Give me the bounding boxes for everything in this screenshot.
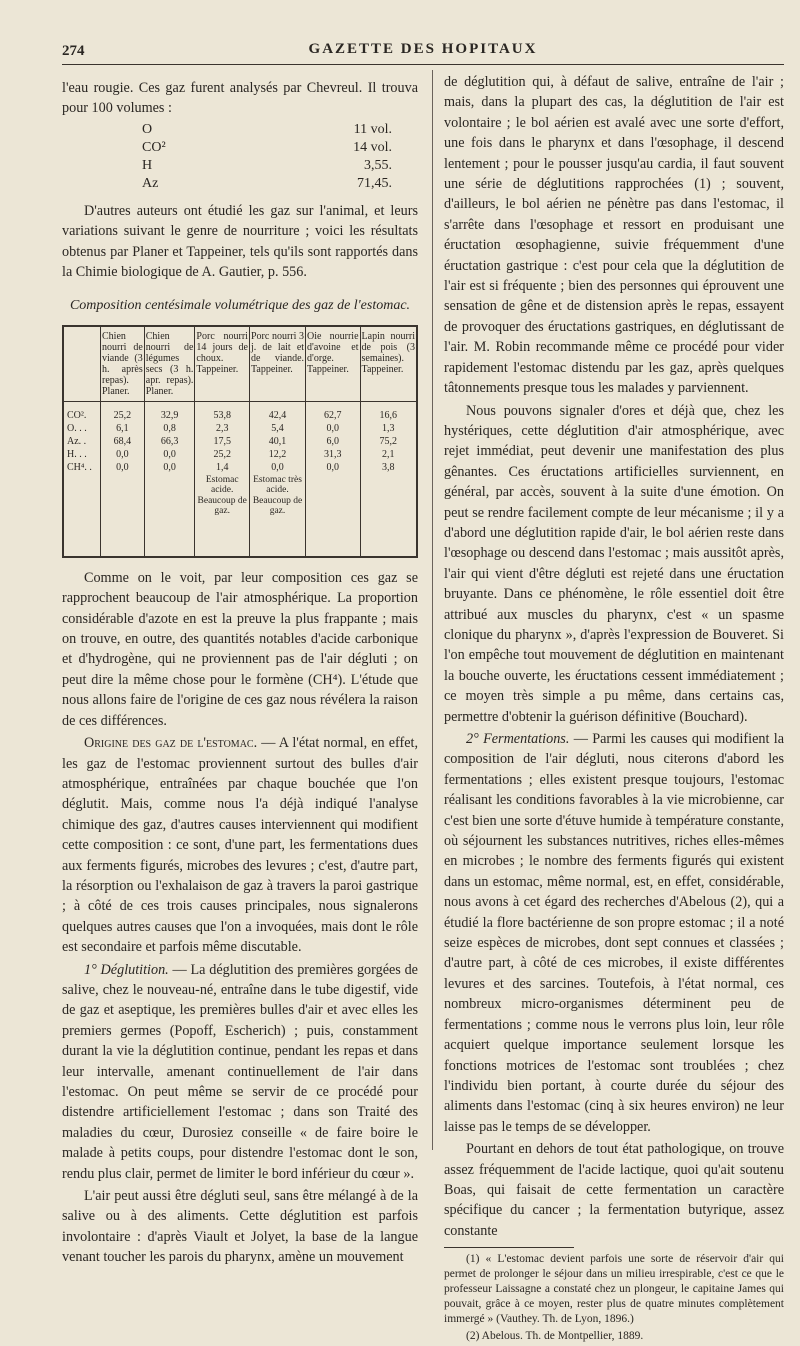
section-heading: 2° Fermentations. [466, 731, 570, 747]
column-header: Chien nourri de légumes secs (3 h. apr. repas). Planer. [144, 326, 195, 402]
paragraph: 1° Déglutition. — La déglutition des premières gorgées de salive, chez le nouveau-né, entraîne dans le tube digestif, vide de gaz et aseptique, les premières bulles d'air et avec elles les premiers germes (Popoff, Escherich) ; puis, constamment durant la vie la déglutition continue, pendant les repas et dans leur intervalle, amenant continuellement de l'air dans l'estomac. On peut même se servir de ce procédé pour distendre artificiellement l'estomac ; dans son Traité des maladies du cœur, Durosiez conseille « de faire boire le malade à petits coups, pour distendre l'estomac dont le son, rendu plus clair, permet de limiter le bord inférieur du cœur ». [62, 961, 418, 1182]
gas-row: H 3,55. [142, 157, 392, 173]
table-title: Composition centésimale volumétrique des gaz de l'estomac. [69, 298, 411, 314]
paragraph: L'air peut aussi être dégluti seul, sans être mélangé à de la salive ou à des aliments. Cette déglutition est parfois involontaire : d'après Viault et Jolyet, la base de la langue venant toucher les parois du pharynx, amène un mouvement [62, 1188, 418, 1266]
footnote: (1) « L'estomac devient parfois une sorte de réservoir d'air qui permet de prolonger le séjour dans un milieu irrespirable, c'est ce que le professeur Laissagne a constaté chez un plongeur, le capitaine James qui pouvait, grâce à ce moyen, rester plus de quatre minutes complètement immergé » (Vauthey. Th. de Lyon, 1896.) [444, 1253, 784, 1326]
gas-row: Az 71,45. [142, 175, 392, 191]
column-header: Oie nourrie d'avoine et d'orge. Tappeiner. [306, 326, 360, 402]
gas-row: CO² 14 vol. [142, 139, 392, 155]
left-column [62, 78, 418, 1270]
section-heading: 1° Déglutition. [84, 961, 169, 978]
page-number: 274 [62, 43, 85, 59]
table-row: H. . . 0,0 0,0 25,2 12,2 31,3 2,1 [63, 448, 417, 461]
column-divider [432, 70, 433, 1150]
paragraph: l'eau rougie. Ces gaz furent analysés par Chevreul. Il trouva pour 100 volumes : [62, 80, 418, 117]
page-header [62, 38, 784, 65]
table-row: O. . . 6,1 0,8 2,3 5,4 0,0 1,3 [63, 422, 417, 435]
column-header: Porc nourri 14 jours de choux. Tappeiner. [195, 326, 250, 402]
paragraph: Pourtant en dehors de tout état pathologique, on trouve assez fréquemment de l'acide lactique, quoi qu'ait soutenu Boas, qui faisait de cette fermentation un caractère spécifique du cancer ; la fermentation butyrique, assez constante [444, 1141, 784, 1239]
paragraph: Origine des gaz de l'estomac. — A l'état normal, en effet, les gaz de l'estomac proviennent surtout des bulles d'air atmosphérique, entraînées par chaque bouchée que l'on déglutit. Mais, comme nous l'a déjà indiqué l'analyse chimique des gaz, d'autres causes interviennent qui modifient cette composition : ce sont, d'une part, les fermentations dues aux ferments figurés, microbes des levures ; c'est, d'autre part, la résorption ou l'exhalaison de gaz à travers la paroi gastrique ; à côté de ces trois causes principales, nous signalerons quelques autres causes que l'on a invoquées, mais dont le rôle est secondaire et parfois même discutable. [62, 735, 419, 956]
table-corner-cell [63, 326, 101, 402]
table-row: CH⁴. . 0,0 0,0 1,4 0,0 0,0 3,8 [63, 461, 417, 474]
table-row: CO². 25,2 32,9 53,8 42,4 62,7 16,6 [63, 401, 417, 422]
footnote: (2) Abelous. Th. de Montpellier, 1889. [466, 1330, 644, 1343]
column-header: Porc nourri 3 j. de lait et de viande. Tappeiner. [249, 326, 305, 402]
table-note: Estomac acide. Beaucoup de gaz. [195, 474, 250, 518]
paragraph: de déglutition qui, à défaut de salive, entraîne de l'air ; mais, dans la plupart des cas, la déglutition de l'air est volontaire ; le bol aérien est avalé avec une sorte d'effort, une fois dans le pharynx et dans l'œsophage, il descend lentement ; pour le pousser jusqu'au cardia, il faut souvent une série de déglutitions rapprochées (1) ; souvent, d'ailleurs, le bol aérien ne pénètre pas dans l'estomac, il s'arrête dans l'œsophage et ressort en produisant une éructation œsophagienne, suivie fréquemment d'une éructation gastrique : c'est pour cela que la déglutition de l'air est si fréquente ; bien des personnes qui éprouvent une sensation de gêne et de distension après le repas, essayent de provoquer des éructations gastriques, en déglutissant de l'air. M. Robin recommande même ce procédé pour vider rapidement l'estomac distendu par les gaz, après quelques tâtonnements presque tous les malades y parviennent. [444, 74, 784, 397]
paragraph: D'autres auteurs ont étudié les gaz sur l'animal, et leurs variations suivant le genre de nourriture ; voici les résultats obtenus par Planer et Tappeiner, tels qu'ils sont rapportés dans la Chimie biologique de A. Gautier, p. 556. [62, 202, 418, 281]
footnote-rule [444, 1247, 574, 1248]
gas-analysis-list [142, 121, 392, 193]
table-note: Estomac très acide. Beaucoup de gaz. [249, 474, 305, 518]
table-header-row [63, 326, 417, 402]
paragraph: 2° Fermentations. — Parmi les causes qui modifient la composition de l'air dégluti, nous citerons d'abord les fermentations ; elles existent presque toujours, l'estomac réalisant les conditions favorables à la vie microbienne, car c'est bien une sorte d'étuve humide à température constante, où séjournent les substances nutritives, riches elles-mêmes en microbes ; le nombre des ferments figurés qui existent dans un estomac, même normal, est, en effet, considérable, nous avons à cet égard des recherches d'Abelous (2), qui a étudié la flore bactérienne de son propre estomac ; il a noté seize espèces de microbes, dont sept connues et classées ; d'autre part, à côté de ces microbes, il existe différentes levures et des sarcines. Toutefois, à l'état normal, ces nombreux micro-organismes déterminent peu de fermentations ; comme nous le verrons plus loin, leur rôle acquiert quelque importance seulement lorsque les fonctions motrices de l'estomac sont troublées ; chez l'individu bien portant, à courte durée du séjour des aliments dans l'estomac (cinq à six heures environ) ne leur laisse pas le temps de se développer. [444, 731, 784, 1135]
table-row: Az. . 68,4 66,3 17,5 40,1 6,0 75,2 [63, 435, 417, 448]
column-header: Chien nourri de viande (3 h. après repas). Planer. [101, 326, 145, 402]
gas-row: O 11 vol. [142, 121, 392, 137]
right-column [444, 72, 784, 1346]
section-heading: Origine des gaz de l'estomac. [84, 735, 258, 752]
paragraph: Comme on le voit, par leur composition ces gaz se rapprochent beaucoup de l'air atmosphérique. La proportion considérable d'azote en est la preuve la plus frappante ; mais on trouve, en outre, des quantités notables d'acide carbonique et d'hydrogène, qui ne proviennent pas de l'air dégluti ; on peut dire la même chose pour le formène (CH⁴). L'étude que nous allons faire de l'origine de ces gaz nous révélera la raison de ces différences. [62, 569, 418, 729]
running-title: GAZETTE DES HOPITAUX [308, 41, 538, 57]
column-header: Lapin nourri de pois (3 semaines). Tappeiner. [360, 326, 417, 402]
table-note-row [63, 474, 417, 518]
paragraph: Nous pouvons signaler d'ores et déjà que, chez les hystériques, cette déglutition d'air atmosphérique, avec rejet immédiat, peut devenir une manifestation des plus gênantes. Ces éructations artificielles surviennent, en général, par accès, souvent à la suite d'une émotion. On peut se rendre facilement compte de leur mécanisme ; il y a d'abord une déglutition rapide d'air, le bol aérien reste dans l'œsophage ou descend dans l'estomac ; mais aussitôt après, l'air qui vient d'être dégluti est rejeté dans une éructation bruyante. Dans ce phénomène, le rôle essentiel doit être attribué aux muscles du pharynx, c'est « un spasme clonique du pharynx », d'après l'expression de Bouveret. Si l'on empêche tout mouvement de déglutition en maintenant la bouche ouverte, les éructations cessent immédiatement ; ce moyen très simple a pu même, dans certains cas, permettre d'obtenir la guérison définitive (Bouchard). [444, 402, 784, 725]
gas-composition-table [62, 325, 418, 558]
